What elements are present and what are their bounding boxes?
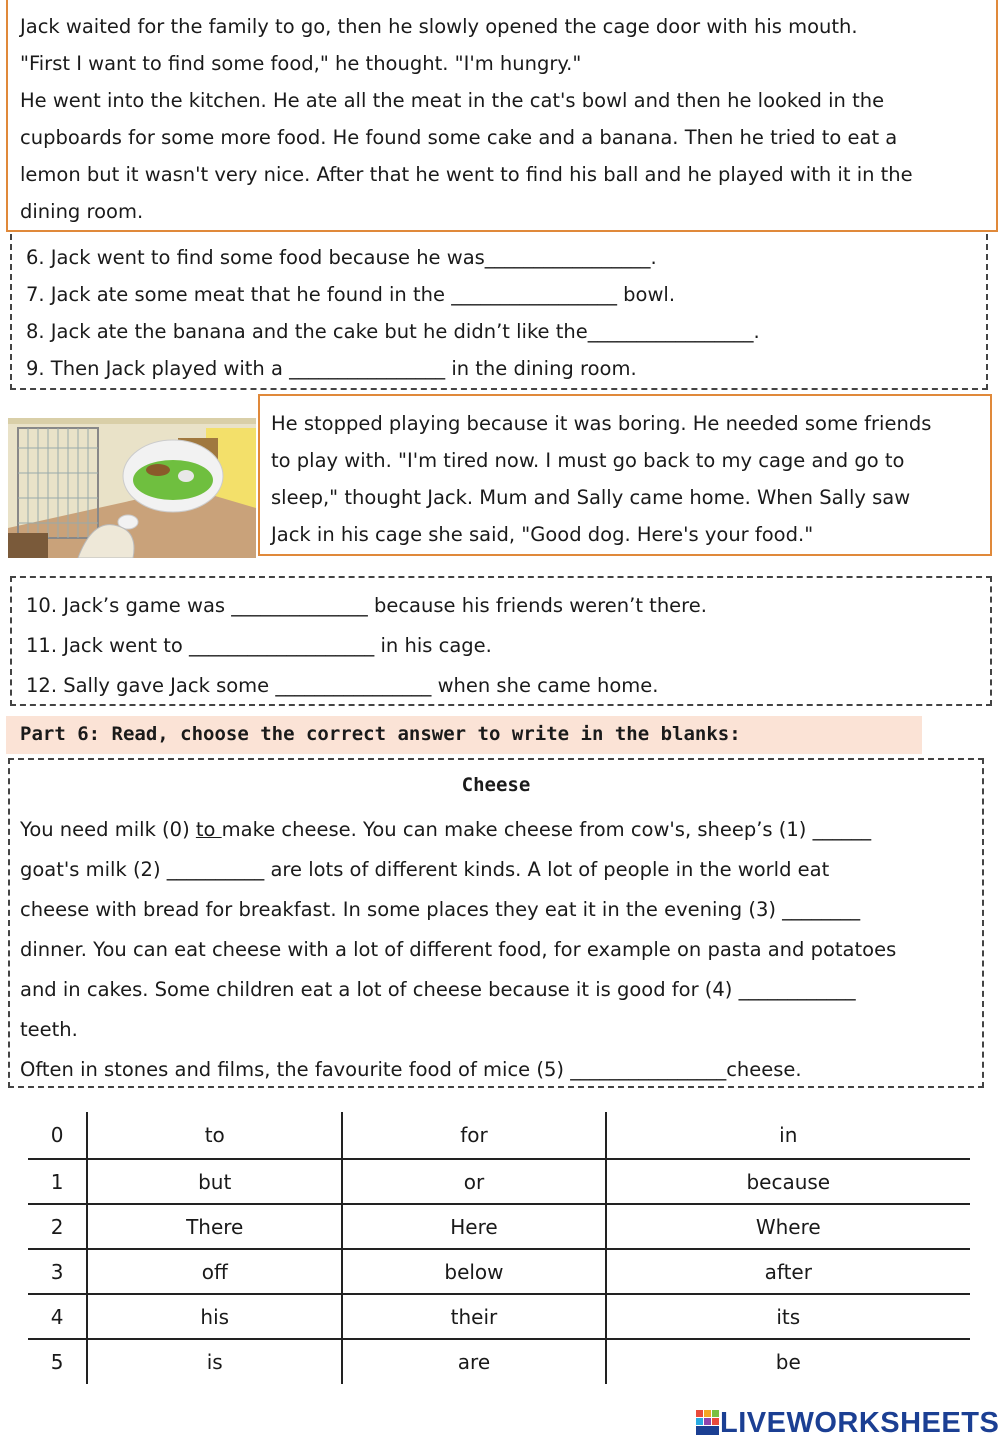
cheese-line[interactable]: and in cakes. Some children eat a lot of cheese because it is good for (4) ____________ <box>20 978 856 1001</box>
option-c: because <box>606 1159 970 1204</box>
options-row-3 <box>28 1249 970 1294</box>
option-number: 1 <box>28 1159 87 1204</box>
option-a: his <box>87 1294 342 1339</box>
story2-line: to play with. "I'm tired now. I must go back to my cage and go to <box>271 449 905 472</box>
story2-line: He stopped playing because it was boring. He needed some friends <box>271 412 932 435</box>
question-7[interactable]: 7. Jack ate some meat that he found in the _________________ bowl. <box>26 283 676 306</box>
question-11[interactable]: 11. Jack went to ___________________ in his cage. <box>26 634 492 657</box>
option-c: be <box>606 1339 970 1384</box>
story1-line: He went into the kitchen. He ate all the meat in the cat's bowl and then he looked in the <box>20 89 885 112</box>
dog-dreaming-illustration <box>8 418 256 558</box>
option-a: There <box>87 1204 342 1249</box>
question-12[interactable]: 12. Sally gave Jack some ________________ when she came home. <box>26 674 659 697</box>
cheese-line-1-post: make cheese. You can make cheese from cow's, sheep’s (1) ______ <box>221 818 872 841</box>
option-c: after <box>606 1249 970 1294</box>
story2-line: Jack in his cage she said, "Good dog. Here's your food." <box>271 523 814 546</box>
option-b: Here <box>342 1204 605 1249</box>
story1-line: dining room. <box>20 200 144 223</box>
cheese-line: dinner. You can eat cheese with a lot of different food, for example on pasta and potatoes <box>20 938 897 961</box>
option-a: to <box>87 1112 342 1159</box>
option-a: is <box>87 1339 342 1384</box>
option-b: are <box>342 1339 605 1384</box>
story1-line: "First I want to find some food," he thought. "I'm hungry." <box>20 52 582 75</box>
liveworksheets-logo-icon <box>696 1410 720 1436</box>
logo-text: LIVEWORKSHEETS <box>720 1406 1000 1439</box>
option-b: for <box>342 1112 605 1159</box>
story2-line: sleep," thought Jack. Mum and Sally came home. When Sally saw <box>271 486 911 509</box>
options-row-0 <box>28 1112 970 1159</box>
cheese-title: Cheese <box>461 774 531 796</box>
question-6[interactable]: 6. Jack went to find some food because he was_________________. <box>26 246 657 269</box>
option-number: 2 <box>28 1204 87 1249</box>
question-8[interactable]: 8. Jack ate the banana and the cake but he didn’t like the_________________. <box>26 320 760 343</box>
cheese-line[interactable]: goat's milk (2) __________ are lots of different kinds. A lot of people in the world eat <box>20 858 830 881</box>
option-c: Where <box>606 1204 970 1249</box>
story1-line: cupboards for some more food. He found some cake and a banana. Then he tried to eat a <box>20 126 898 149</box>
cheese-line-1-pre: You need milk (0) <box>20 818 196 841</box>
cheese-line[interactable]: cheese with bread for breakfast. In some places they eat it in the evening (3) ________ <box>20 898 861 921</box>
questions-box-1 <box>10 234 988 390</box>
option-b: below <box>342 1249 605 1294</box>
story-illustration <box>8 418 256 558</box>
option-number: 3 <box>28 1249 87 1294</box>
question-9[interactable]: 9. Then Jack played with a ________________ in the dining room. <box>26 357 637 380</box>
cheese-box <box>8 758 984 1088</box>
option-number: 5 <box>28 1339 87 1384</box>
option-number: 0 <box>50 1123 64 1147</box>
story-box-1 <box>6 0 998 232</box>
option-a: but <box>87 1159 342 1204</box>
cheese-text <box>20 810 896 1090</box>
options-row-2 <box>28 1204 970 1249</box>
story1-line: Jack waited for the family to go, then he slowly opened the cage door with his mouth. <box>20 15 858 38</box>
cheese-line[interactable]: Often in stones and films, the favourite food of mice (5) ________________cheese. <box>20 1058 802 1081</box>
option-c: its <box>606 1294 970 1339</box>
options-row-1 <box>28 1159 970 1204</box>
options-row-4 <box>28 1294 970 1339</box>
cheese-line-1[interactable] <box>20 810 896 850</box>
option-number: 4 <box>28 1294 87 1339</box>
options-row-5 <box>28 1339 970 1384</box>
cheese-line: teeth. <box>20 1018 78 1041</box>
option-b: or <box>342 1159 605 1204</box>
question-10[interactable]: 10. Jack’s game was ______________ because his friends weren’t there. <box>26 594 707 617</box>
option-c: in <box>606 1112 970 1159</box>
story1-line: lemon but it wasn't very nice. After that he went to find his ball and he played with it in the <box>20 163 913 186</box>
questions-box-2 <box>10 576 992 706</box>
example-answer: to <box>195 818 222 841</box>
story-box-2 <box>258 394 992 556</box>
part6-header: Part 6: Read, choose the correct answer to write in the blanks: <box>6 716 922 754</box>
liveworksheets-logo[interactable] <box>696 1408 999 1438</box>
options-table <box>28 1112 970 1384</box>
story-text-2 <box>271 405 931 553</box>
story-text-1 <box>20 8 913 230</box>
option-b: their <box>342 1294 605 1339</box>
option-a: off <box>87 1249 342 1294</box>
